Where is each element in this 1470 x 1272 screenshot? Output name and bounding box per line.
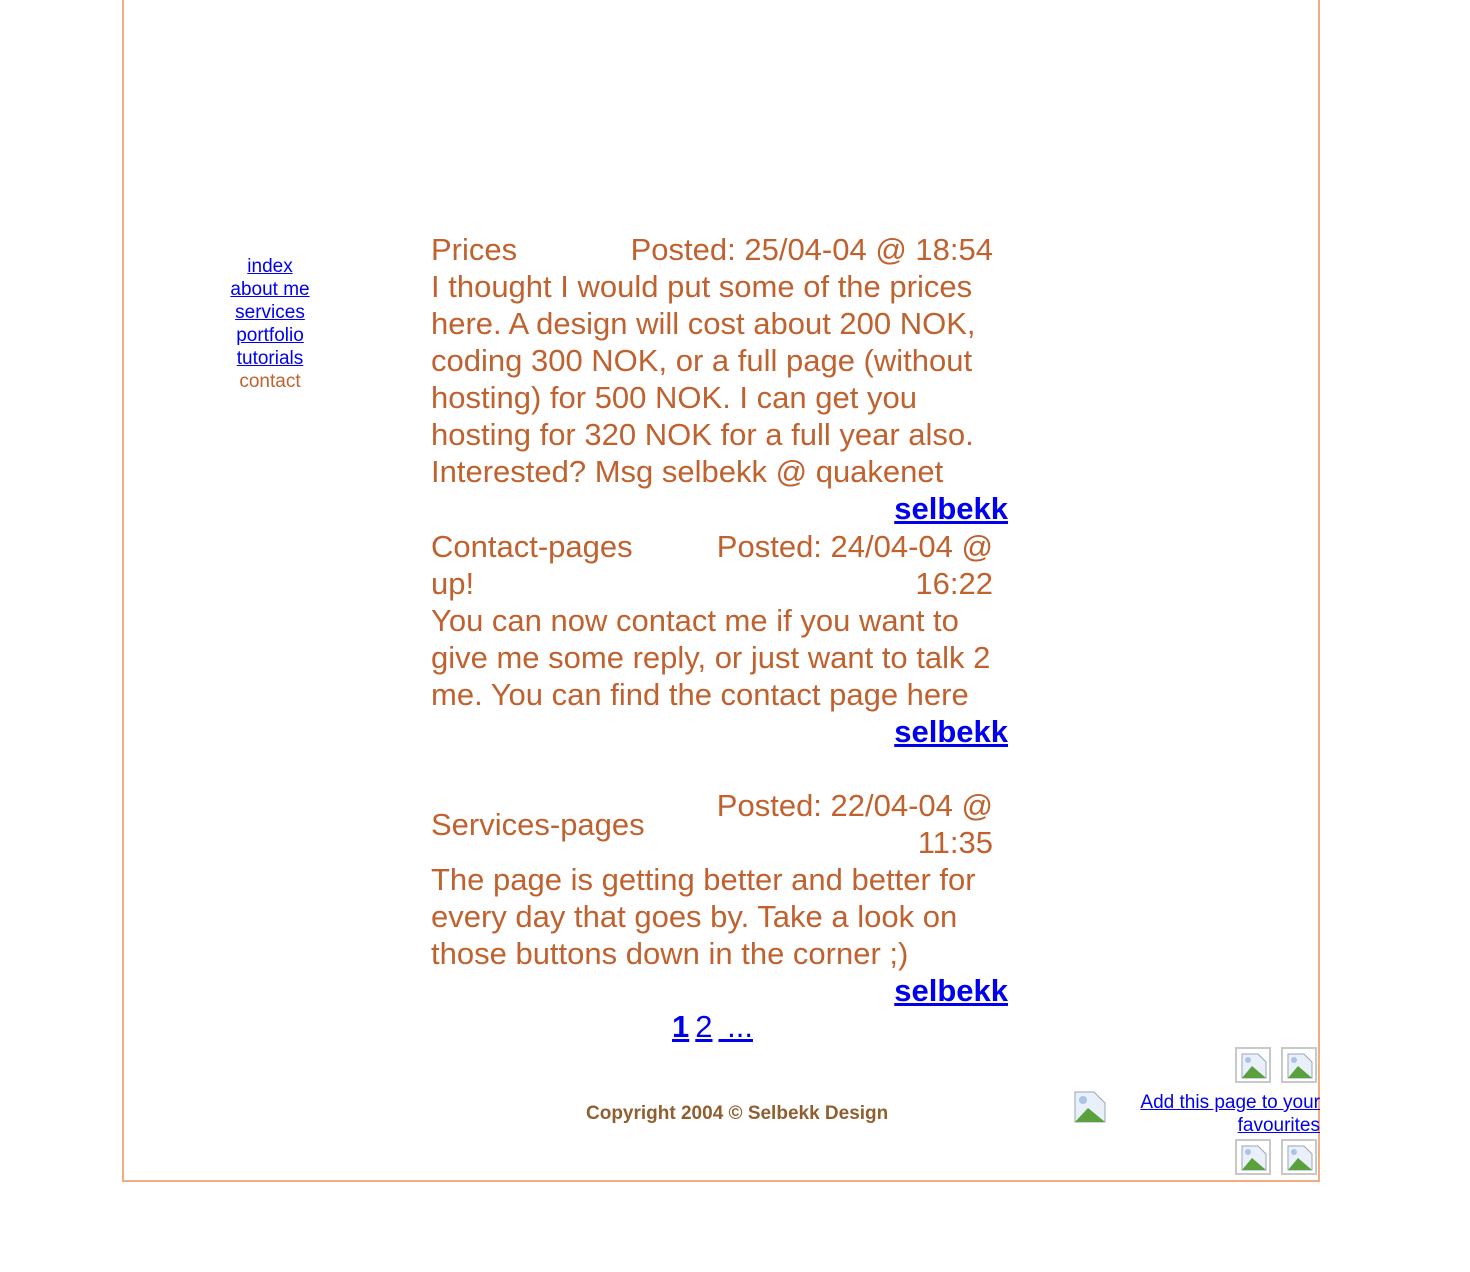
post-date: Posted: 25/04-04 @ 18:54 [630, 232, 993, 267]
broken-image-icon[interactable] [1281, 1047, 1317, 1083]
post-header [431, 231, 993, 268]
post-title: Services-pages [431, 806, 645, 842]
post-author [431, 713, 1008, 750]
post-body: The page is getting better and better for every day that goes by. Take a look on those buttons down in the corner ;) [431, 862, 976, 971]
copyright-text: Copyright 2004 © Selbekk Design [586, 1103, 889, 1124]
page-link-1[interactable]: 1 [672, 1009, 690, 1044]
pagination [672, 1008, 759, 1045]
broken-image-icon[interactable] [1235, 1047, 1271, 1083]
page-link-2[interactable]: 2 [695, 1009, 713, 1044]
post-body: I thought I would put some of the prices here. A design will cost about 200 NOK, coding 300 NOK, or a full page (without hosting) for 500 NOK. I can get you hosting for 320 NOK for a full year also. Interested? Msg selbekk @ quakenet [431, 269, 976, 489]
nav-item-contact-current: contact [239, 371, 301, 392]
nav-link-services[interactable]: services [235, 302, 305, 323]
broken-image-icon[interactable] [1235, 1139, 1271, 1175]
news-post [431, 787, 1008, 1009]
post-author [431, 972, 1008, 1009]
post-author [431, 490, 1008, 527]
page-link-more[interactable]: ... [718, 1009, 753, 1044]
broken-image-icon[interactable] [1281, 1139, 1317, 1175]
news-post [431, 231, 1008, 527]
post-title: Contact-pages up! [431, 529, 633, 601]
main-nav [210, 255, 330, 393]
post-author-link[interactable]: selbekk [894, 973, 1008, 1008]
post-header [431, 528, 993, 602]
post-date: Posted: 22/04-04 @ 11:35 [716, 788, 993, 860]
post-date: Posted: 24/04-04 @ 16:22 [716, 529, 993, 601]
favourites-box [1120, 1091, 1320, 1137]
post-author-link[interactable]: selbekk [894, 491, 1008, 526]
nav-link-about-me[interactable]: about me [230, 279, 310, 300]
add-to-favourites-link[interactable]: Add this page to your favourites [1140, 1092, 1320, 1136]
news-post [431, 528, 1008, 750]
favourites-image-icon [1074, 1091, 1106, 1123]
post-body: You can now contact me if you want to give me some reply, or just want to talk 2 me. You can find the contact page here [431, 603, 991, 712]
nav-link-portfolio[interactable]: portfolio [236, 325, 304, 346]
nav-link-index[interactable]: index [247, 256, 293, 277]
post-author-link[interactable]: selbekk [894, 714, 1008, 749]
nav-link-tutorials[interactable]: tutorials [236, 348, 304, 369]
post-header [431, 787, 993, 861]
post-title: Prices [431, 232, 518, 267]
